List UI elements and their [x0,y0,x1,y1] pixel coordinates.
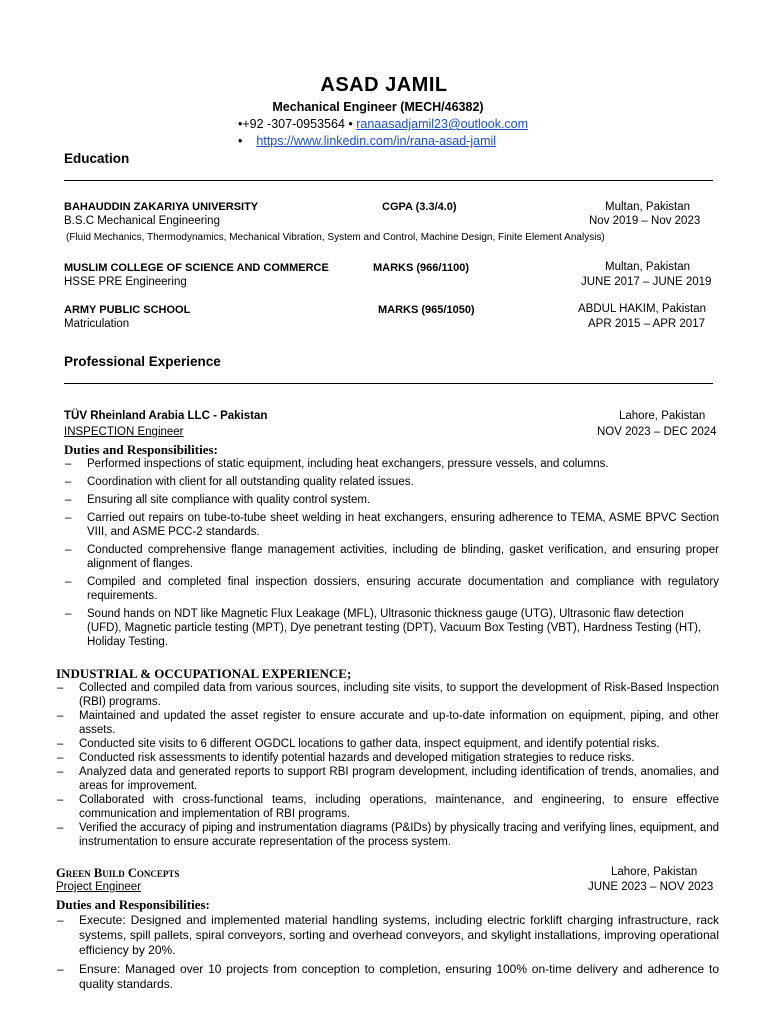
list-item: – Verified the accuracy of piping and instrumentation diagrams (P&IDs) by physically tracing and verifying lines, equipment, and instrumentation to ensure accurate representation of the process system. [57,822,719,848]
bullet-icon: • [238,134,243,148]
list-item: – Sound hands on NDT like Magnetic Flux Leakage (MFL), Ultrasonic thickness gauge (UTG), Ultrasonic flaw detection (UFD), Magnetic particle testing (MPT), Dye penetrant testing (DPT), Vacuum Box Testing (VBT), Hardness Testing (HT), Holiday Testing. [65,608,702,648]
dash-bullet: – [65,576,72,588]
edu-3-score: MARKS (965/1050) [378,304,475,316]
industrial-heading: INDUSTRIAL & OCCUPATIONAL EXPERIENCE; [56,666,352,681]
contact-line [238,117,528,131]
edu-3-institution: ARMY PUBLIC SCHOOL [64,304,191,316]
email-link[interactable]: ranaasadjamil23@outlook.com [356,117,529,131]
linkedin-link[interactable]: https://www.linkedin.com/in/rana-asad-jamil [256,134,497,148]
edu-2-dates: JUNE 2017 – JUNE 2019 [581,276,712,288]
dash-bullet: – [57,710,64,722]
experience-heading: Professional Experience [64,354,221,369]
list-item: – Maintained and updated the asset register to ensure accurate and up-to-date information on equipment, piping, and other assets. [57,710,719,736]
dash-bullet: – [65,544,72,556]
phone-text: •+92 -307-0953564 • [238,117,357,131]
dash-bullet: – [57,822,64,834]
list-item: – Collaborated with cross-functional teams, including operations, maintenance, and engineering, to ensure effective communication and implementation of RBI programs. [57,794,719,820]
list-item: – Execute: Designed and implemented material handling systems, including electric forklift charging infrastructure, rack systems, spill pallets, spiral conveyors, sorting and overhead conveyors, and skylight installations, improving operational efficiency by 20%. [57,913,719,957]
dash-bullet: – [65,494,72,506]
dash-bullet: – [57,766,64,778]
edu-1-institution: BAHAUDDIN ZAKARIYA UNIVERSITY [64,201,259,213]
edu-1-score: CGPA (3.3/4.0) [382,201,457,213]
linkedin-line [238,134,496,148]
list-item: – Conducted site visits to 6 different OGDCL locations to gather data, inspect equipment, and identify potential risks. [57,738,660,750]
registration-number: (MECH/46382) [400,100,484,114]
list-item: – Performed inspections of static equipment, including heat exchangers, pressure vessels, and columns. [65,458,609,470]
dash-bullet: – [57,913,64,927]
list-item: – Conducted comprehensive flange management activities, including de blinding, gasket verification, and ensuring proper alignment of flanges. [65,544,719,570]
tuv-dates: NOV 2023 – DEC 2024 [597,426,717,438]
tuv-duties-heading: Duties and Responsibilities: [64,442,218,457]
tuv-duties-list [65,457,719,653]
edu-1-degree: B.S.C Mechanical Engineering [64,215,220,227]
experience-divider [64,383,713,384]
edu-2-institution: MUSLIM COLLEGE OF SCIENCE AND COMMERCE [64,262,329,274]
list-item: – Ensure: Managed over 10 projects from conception to completion, ensuring 100% on-time delivery and adherence to quality standards. [57,962,719,991]
green-location: Lahore, Pakistan [611,866,698,878]
green-duties-list [57,913,719,996]
list-item: – Ensuring all site compliance with quality control system. [65,494,371,506]
edu-2-score: MARKS (966/1100) [373,262,469,274]
dash-bullet: – [57,738,64,750]
education-divider [64,180,713,181]
dash-bullet: – [65,458,72,470]
list-item: – Carried out repairs on tube-to-tube sheet welding in heat exchangers, ensuring adherence to TEMA, ASME BPVC Section VIII, and ASME PCC-2 standards. [65,512,719,538]
green-role: Project Engineer [56,881,142,893]
edu-1-dates: Nov 2019 – Nov 2023 [589,215,701,227]
edu-3-degree: Matriculation [64,318,130,330]
list-item: – Compiled and completed final inspection dossiers, ensuring accurate documentation and compliance with regulatory requirements. [65,576,719,602]
list-item: – Conducted risk assessments to identify potential hazards and developed mitigation strategies to reduce risks. [57,752,635,764]
edu-1-location: Multan, Pakistan [605,201,691,213]
edu-3-location: ABDUL HAKIM, Pakistan [578,303,707,315]
dash-bullet: – [57,752,64,764]
green-duties-heading: Duties and Responsibilities: [56,897,210,912]
edu-2-location: Multan, Pakistan [605,261,691,273]
tuv-company: TÜV Rheinland Arabia LLC - Pakistan [64,410,268,422]
green-company: Green Build Concepts [56,866,180,880]
green-dates: JUNE 2023 – NOV 2023 [588,881,714,893]
dash-bullet: – [65,476,72,488]
dash-bullet: – [57,682,64,694]
education-heading: Education [64,151,130,166]
list-item: – Coordination with client for all outstanding quality related issues. [65,476,414,488]
dash-bullet: – [57,962,64,976]
job-title-main: Mechanical Engineer [272,100,401,114]
dash-bullet: – [57,794,64,806]
industrial-list [57,681,719,849]
edu-1-courses: (Fluid Mechanics, Thermodynamics, Mechanical Vibration, System and Control, Machine Design, Finite Element Analysis) [66,232,605,243]
dash-bullet: – [65,608,72,620]
tuv-location: Lahore, Pakistan [619,410,706,422]
candidate-name: ASAD JAMIL [320,74,448,96]
tuv-role: INSPECTION Engineer [64,426,184,438]
edu-3-dates: APR 2015 – APR 2017 [588,318,705,330]
dash-bullet: – [65,512,72,524]
job-title [0,100,756,114]
list-item: – Analyzed data and generated reports to support RBI program development, including identification of trends, anomalies, and areas for improvement. [57,766,719,792]
edu-2-degree: HSSE PRE Engineering [64,276,187,288]
list-item: – Collected and compiled data from various sources, including site visits, to support the development of Risk-Based Inspection (RBI) programs. [57,682,719,708]
